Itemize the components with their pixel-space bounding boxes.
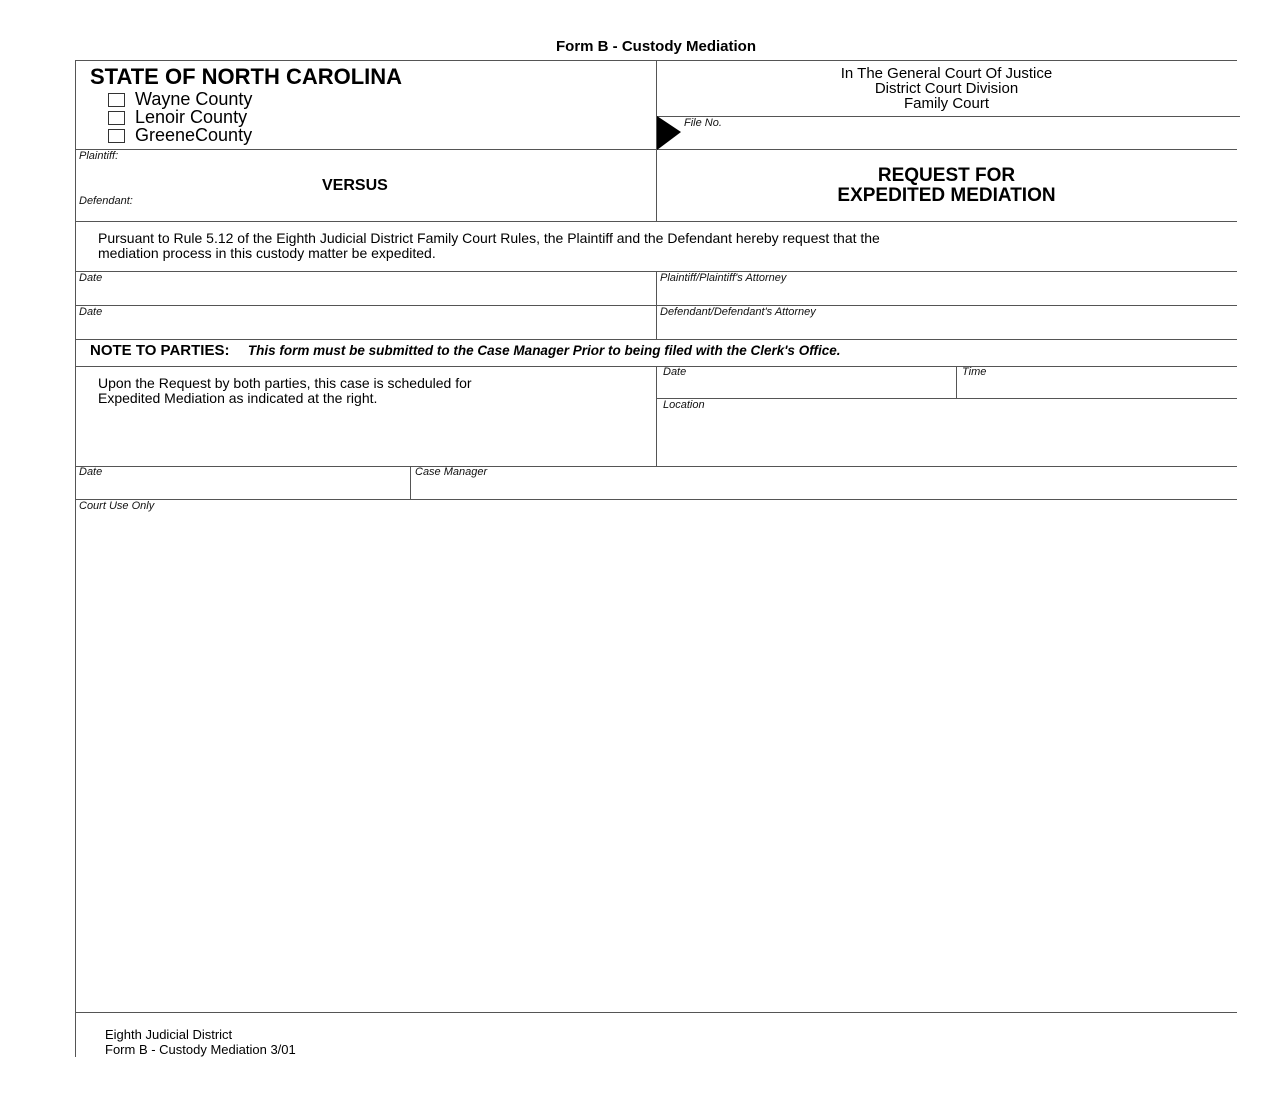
plaintiff-input[interactable] xyxy=(140,152,644,170)
plaintiff-attorney-label: Plaintiff/Plaintiff's Attorney xyxy=(660,272,787,284)
file-no-label: File No. xyxy=(684,117,722,129)
schedule-text xyxy=(98,376,472,406)
county-label: Wayne County xyxy=(135,89,253,109)
case-manager-bottom-line xyxy=(75,499,1237,500)
court-info xyxy=(656,66,1237,111)
county-checklist xyxy=(108,90,252,144)
mediation-time-label: Time xyxy=(962,366,987,378)
plaintiff-date-input[interactable] xyxy=(80,286,654,305)
defendant-attorney-label: Defendant/Defendant's Attorney xyxy=(660,306,816,318)
pursuant-line-1: Pursuant to Rule 5.12 of the Eighth Judicial District Family Court Rules, the Plaintiff and the Defendant hereby request that the xyxy=(98,230,880,246)
court-use-bottom-line xyxy=(75,1012,1237,1013)
parties-bottom-line xyxy=(75,221,1237,222)
state-heading: STATE OF NORTH CAROLINA xyxy=(90,64,403,89)
file-no-input[interactable] xyxy=(690,128,1234,148)
mediation-date-input[interactable] xyxy=(662,380,954,398)
arrow-right-icon xyxy=(657,116,683,150)
defendant-attorney-input[interactable] xyxy=(661,320,1235,339)
pursuant-text xyxy=(98,231,880,261)
form-title: Form B - Custody Mediation xyxy=(556,38,756,55)
county-option-lenoir[interactable] xyxy=(108,108,252,126)
versus-text: VERSUS xyxy=(322,177,388,194)
court-line-1: In The General Court Of Justice xyxy=(840,65,1053,82)
signature-bottom-line xyxy=(75,339,1237,340)
form-left-border xyxy=(75,60,76,1057)
court-line-3: Family Court xyxy=(903,95,989,112)
case-manager-date-label: Date xyxy=(79,466,103,478)
schedule-bottom-line xyxy=(75,466,1237,467)
defendant-date-label: Date xyxy=(79,306,103,318)
header-bottom-line xyxy=(75,149,1237,150)
checkbox[interactable] xyxy=(108,93,125,107)
mediation-time-input[interactable] xyxy=(962,380,1236,398)
plaintiff-label: Plaintiff: xyxy=(79,150,119,162)
plaintiff-date-label: Date xyxy=(79,272,103,284)
pursuant-line-2: mediation process in this custody matter be expedited. xyxy=(98,245,436,261)
request-title-line-2: EXPEDITED MEDIATION xyxy=(837,185,1056,206)
court-line-2: District Court Division xyxy=(874,80,1019,97)
footer xyxy=(105,1027,296,1057)
date-time-bottom-line xyxy=(656,398,1237,399)
court-use-label: Court Use Only xyxy=(79,500,155,512)
note-text: This form must be submitted to the Case Manager Prior to being filed with the Clerk's Office. xyxy=(247,343,841,358)
date-time-divider xyxy=(956,366,957,399)
location-input[interactable] xyxy=(662,414,1236,466)
defendant-label: Defendant: xyxy=(79,195,133,207)
defendant-input[interactable] xyxy=(155,197,649,215)
mediation-date-label: Date xyxy=(663,366,687,378)
case-manager-divider xyxy=(410,466,411,499)
footer-line-2: Form B - Custody Mediation 3/01 xyxy=(105,1042,296,1057)
location-label: Location xyxy=(663,399,705,411)
county-label: Lenoir County xyxy=(135,107,248,127)
case-manager-input[interactable] xyxy=(416,480,1235,499)
note-label: NOTE TO PARTIES: xyxy=(90,342,230,359)
signature-mid-line xyxy=(75,305,1237,306)
county-option-wayne[interactable] xyxy=(108,90,252,108)
request-title xyxy=(656,166,1237,206)
request-title-line-1: REQUEST FOR xyxy=(877,165,1016,186)
checkbox[interactable] xyxy=(108,111,125,125)
defendant-date-input[interactable] xyxy=(80,320,654,339)
note-row xyxy=(90,342,840,360)
schedule-line-2: Expedited Mediation as indicated at the right. xyxy=(98,390,378,406)
county-option-greene[interactable] xyxy=(108,126,252,144)
schedule-line-1: Upon the Request by both parties, this case is scheduled for xyxy=(98,375,472,391)
schedule-divider xyxy=(656,366,657,466)
county-label: GreeneCounty xyxy=(135,125,253,145)
file-no-top-line xyxy=(656,116,1240,117)
footer-line-1: Eighth Judicial District xyxy=(105,1027,233,1042)
case-manager-label: Case Manager xyxy=(415,466,488,478)
court-use-input[interactable] xyxy=(80,516,1234,1010)
plaintiff-attorney-input[interactable] xyxy=(661,286,1235,305)
case-manager-date-input[interactable] xyxy=(80,480,408,499)
checkbox[interactable] xyxy=(108,129,125,143)
